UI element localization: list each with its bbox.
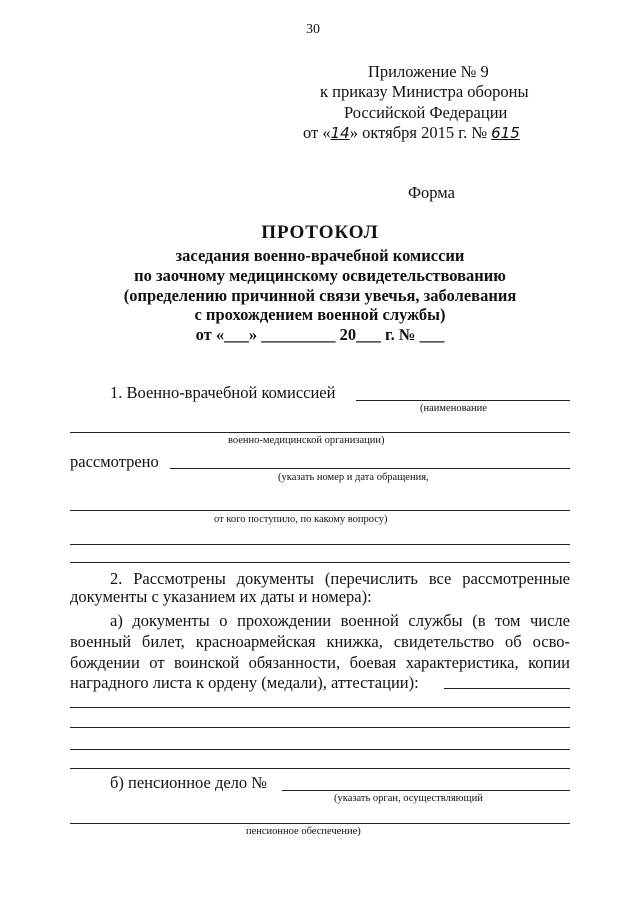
hint-request-number: (указать номер и дата обращения, <box>278 472 429 483</box>
section-2a-line-3: бождении от воинской обязанности, боевая характеристика, копии <box>70 653 570 672</box>
section-2a-line-2: военный билет, красноармейская книжка, свидетельство об осво- <box>70 632 570 651</box>
hint-pension-provision: пенсионное обеспечение) <box>246 826 361 837</box>
section-2-line-1: 2. Рассмотрены документы (перечислить все рассмотренные <box>110 569 570 588</box>
appendix-line-2: к приказу Министра обороны <box>320 82 529 101</box>
appendix-date-mid: » октября 2015 г. № <box>349 123 488 142</box>
pension-case-field[interactable] <box>282 790 570 791</box>
hint-name: (наименование <box>420 403 487 414</box>
form-label: Форма <box>408 183 455 202</box>
title-line-4: с прохождением военной службы) <box>194 305 446 324</box>
commission-name-field[interactable] <box>356 400 570 401</box>
documents-line-3[interactable] <box>70 749 570 750</box>
appendix-date-day: 14 <box>330 124 350 142</box>
blank-line-1[interactable] <box>70 544 570 545</box>
organization-field[interactable] <box>70 432 570 433</box>
hint-pension-authority: (указать орган, осуществляющий <box>334 793 483 804</box>
appendix-line-1: Приложение № 9 <box>368 62 489 81</box>
title-line-2: по заочному медицинскому освидетельствованию <box>134 266 506 285</box>
section-2a-line-1: а) документы о прохождении военной службы (в том числе <box>110 611 570 630</box>
documents-line-4[interactable] <box>70 768 570 769</box>
blank-line-2[interactable] <box>70 562 570 563</box>
hint-organization: военно-медицинской организации) <box>228 435 385 446</box>
section-1-label: 1. Военно-врачебной комиссией <box>110 383 336 402</box>
attestation-field[interactable] <box>444 688 570 689</box>
appendix-date <box>303 123 520 143</box>
section-2-line-2: документы с указанием их даты и номера): <box>70 587 372 606</box>
title-line-1: заседания военно-врачебной комиссии <box>175 246 465 265</box>
documents-line-2[interactable] <box>70 727 570 728</box>
protocol-heading: ПРОТОКОЛ <box>261 222 379 243</box>
pension-case-label: б) пенсионное дело № <box>110 773 268 792</box>
hint-request-source: от кого поступило, по какому вопросу) <box>214 514 388 525</box>
protocol-date-line: от «___» _________ 20___ г. № ___ <box>195 325 445 344</box>
documents-line-1[interactable] <box>70 707 570 708</box>
title-line-3: (определению причинной связи увечья, заболевания <box>123 286 517 305</box>
section-2a-line-4: наградного листа к ордену (медали), аттестации): <box>70 673 419 692</box>
appendix-line-3: Российской Федерации <box>344 103 508 122</box>
appendix-date-prefix: от « <box>303 123 331 142</box>
pension-authority-field[interactable] <box>70 823 570 824</box>
reviewed-field[interactable] <box>170 468 570 469</box>
page-number: 30 <box>306 22 320 37</box>
request-source-field[interactable] <box>70 510 570 511</box>
reviewed-label: рассмотрено <box>70 452 159 471</box>
appendix-order-number: 615 <box>491 124 520 142</box>
